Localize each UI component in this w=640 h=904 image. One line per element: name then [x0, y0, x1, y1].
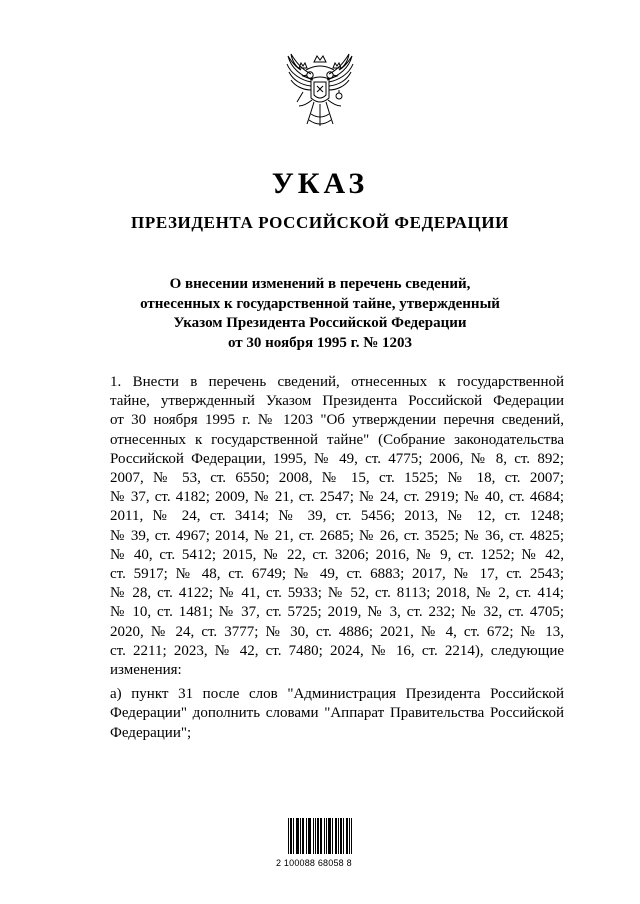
russian-coat-of-arms-emblem-icon: [281, 48, 359, 140]
barcode-bar: [290, 818, 291, 854]
heading-line: от 30 ноября 1995 г. № 1203: [227, 334, 413, 351]
document-heading: [60, 275, 580, 353]
paragraph-1: [75, 373, 564, 680]
barcode-bar: [346, 818, 347, 854]
barcode-bar: [343, 818, 344, 854]
barcode-bar: [326, 818, 327, 854]
body-line: изменения:: [110, 662, 182, 679]
body-line: № 37, ст. 4182; 2009, № 21, ст. 2547; № 24, ст. 2919; № 40, ст. 4684;: [110, 489, 564, 506]
barcode-bar: [335, 818, 336, 854]
paragraph-2: [75, 685, 564, 743]
barcode-bars: [288, 816, 352, 856]
barcode-bar: [308, 818, 309, 854]
heading-line: отнесенных к государственной тайне, утвержденный: [140, 295, 500, 312]
barcode-bar: [330, 818, 331, 854]
barcode-number: 2 100088 68058 8: [276, 858, 352, 868]
barcode-bar: [338, 818, 339, 854]
barcode-bar: [300, 818, 301, 854]
body-line: тайне, утвержденный Указом Президента Российской Федерации: [110, 393, 564, 410]
body-line: № 39, ст. 4967; 2014, № 21, ст. 2685; № 26, ст. 3525; № 36, ст. 4825;: [110, 527, 564, 544]
barcode-bar: [298, 818, 299, 854]
barcode-bar: [341, 818, 342, 854]
barcode-bar: [321, 818, 322, 854]
barcode-bar: [297, 818, 298, 854]
barcode-bar: [291, 818, 292, 854]
body-line: ст. 2211; 2023, № 42, ст. 7480; 2024, № 16, ст. 2214), следующие: [110, 642, 564, 659]
barcode-bar: [302, 818, 303, 854]
barcode-bar: [324, 818, 325, 854]
barcode-bar: [315, 818, 316, 854]
body-line: № 40, ст. 5412; 2015, № 22, ст. 3206; 2016, № 9, ст. 1252; № 42,: [110, 546, 564, 563]
body-line: от 30 ноября 1995 г. № 1203 "Об утверждении перечня сведений,: [110, 412, 564, 429]
barcode-bar: [296, 818, 297, 854]
barcode: [288, 816, 352, 886]
barcode-bar: [318, 818, 319, 854]
barcode-bar: [332, 818, 333, 854]
document-subtitle: ПРЕЗИДЕНТА РОССИЙСКОЙ ФЕДЕРАЦИИ: [131, 213, 509, 232]
barcode-bar: [306, 818, 307, 854]
barcode-bar: [329, 818, 330, 854]
barcode-bar: [293, 818, 294, 854]
body-line: Федерации" дополнить словами "Аппарат Правительства Российской: [110, 705, 564, 722]
body-line: Российской Федерации, 1995, № 49, ст. 4775; 2006, № 8, ст. 892;: [110, 450, 564, 467]
barcode-bar: [351, 818, 352, 854]
body-line: № 10, ст. 1481; № 37, ст. 5725; 2019, № 3, ст. 232; № 32, ст. 4705;: [110, 604, 564, 621]
body-line: ст. 5917; № 48, ст. 6749; № 49, ст. 6883; 2017, № 17, ст. 2543;: [110, 566, 564, 583]
body-line: 1. Внести в перечень сведений, отнесенных к государственной: [110, 374, 564, 390]
heading-line: О внесении изменений в перечень сведений,: [169, 276, 471, 292]
body-line: № 28, ст. 4122; № 41, ст. 5933; № 52, ст. 8113; 2018, № 2, ст. 414;: [110, 585, 564, 602]
barcode-bar: [320, 818, 321, 854]
barcode-bar: [309, 818, 310, 854]
heading-line: Указом Президента Российской Федерации: [173, 315, 467, 331]
barcode-bar: [336, 818, 337, 854]
barcode-bar: [317, 818, 318, 854]
document-body: [75, 373, 564, 743]
body-line: а) пункт 31 после слов "Администрация Президента Российской: [110, 686, 564, 703]
barcode-bar: [328, 818, 329, 854]
body-line: 2007, № 53, ст. 6550; 2008, № 15, ст. 1525; № 18, ст. 2007;: [110, 470, 564, 487]
barcode-bar: [349, 818, 350, 854]
barcode-bar: [310, 818, 311, 854]
barcode-bar: [347, 818, 348, 854]
barcode-bar: [303, 818, 304, 854]
barcode-bar: [340, 818, 341, 854]
body-line: Федерации";: [110, 724, 192, 741]
body-line: 2020, № 24, ст. 3777; № 30, ст. 4886; 2021, № 4, ст. 672; № 13,: [110, 623, 564, 640]
document-title: УКАЗ: [271, 167, 369, 200]
body-line: отнесенных к государственной тайне" (Собрание законодательства: [110, 431, 564, 448]
body-line: 2011, № 24, ст. 3414; № 39, ст. 5456; 2013, № 12, ст. 1248;: [110, 508, 564, 525]
barcode-bar: [313, 818, 314, 854]
barcode-bar: [288, 818, 289, 854]
